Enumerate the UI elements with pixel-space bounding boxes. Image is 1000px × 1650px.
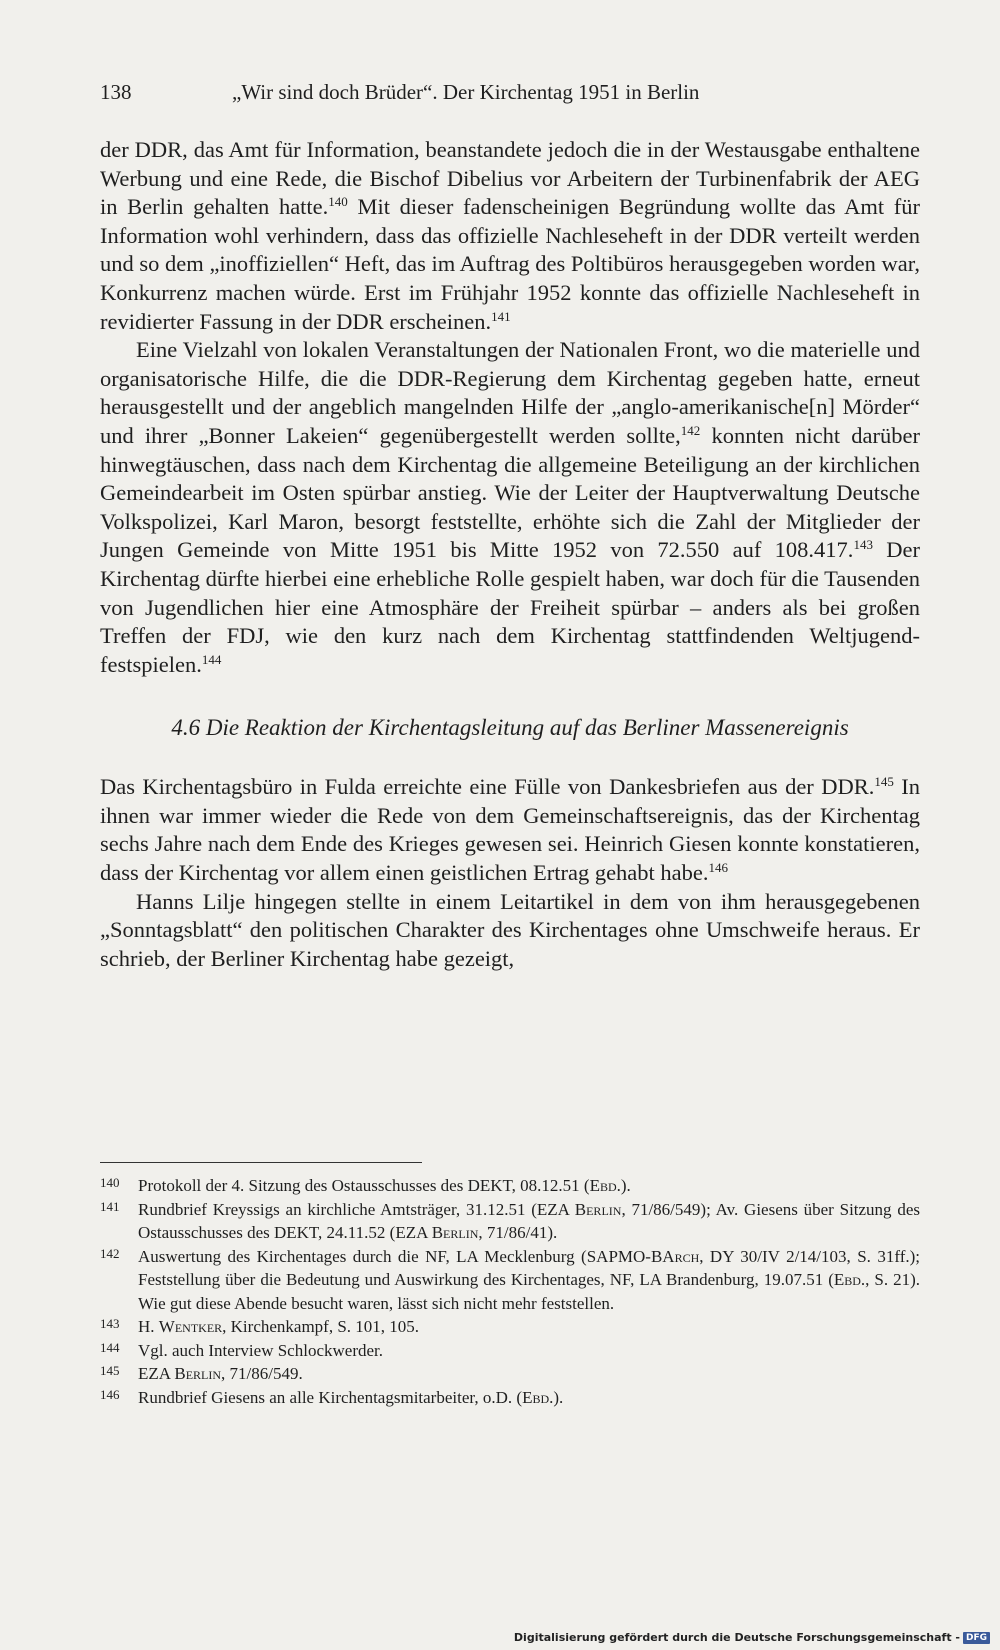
footnote-ref: 145 xyxy=(874,774,894,790)
footnote-ref: 140 xyxy=(328,194,348,210)
text-run: , DY 30/IV 2/14/103, S. 31ff.); Feststellung über die Bedeutung und Auswirkung des Kirchentages, NF, LA Brandenburg, 19.07.51 ( xyxy=(138,1246,920,1289)
small-caps-text: Ebd. xyxy=(522,1387,554,1407)
paragraph xyxy=(100,136,920,336)
text-run: Rundbrief Giesens an alle Kirchentagsmitarbeiter, o.D. ( xyxy=(138,1387,523,1407)
text-run: Hanns Lilje hingegen stellte in einem Leitartikel in dem von ihm herausgegebenen „Sonntagsblatt“ den politischen Charakter des Kirchentages ohne Umschweife heraus. Er schrieb, der Berliner Kirchentag habe gezeigt, xyxy=(100,888,920,971)
paragraph xyxy=(100,888,920,974)
text-run: Der Kirchentag dürfte hierbei eine erhebliche Rolle gespielt haben, war doch für die Tausenden von Jugendlichen hier eine Atmosphäre der Freiheit spürbar – anders als bei großen Treffen der FDJ, wie den kurz nach dem Kirchentag stattfindenden Weltjugendfestspielen. xyxy=(100,537,920,677)
small-caps-text: Wentker xyxy=(158,1317,223,1336)
small-caps-text: Ebd. xyxy=(833,1270,866,1289)
text-run: Auswertung des Kirchentages durch die NF, LA Mecklenburg (SAPMO-B xyxy=(138,1246,663,1266)
small-caps-text: Berlin xyxy=(574,1199,622,1219)
text-run: , Kirchenkampf, S. 101, 105. xyxy=(222,1317,420,1336)
text-run: , 71/86/41). xyxy=(478,1223,558,1242)
footnote xyxy=(100,1362,920,1386)
paragraph xyxy=(100,336,920,679)
footnote-ref: 146 xyxy=(708,860,729,876)
running-title: „Wir sind doch Brüder“. Der Kirchentag 1951 in Berlin xyxy=(232,80,700,104)
footnote-number: 143 xyxy=(100,1316,120,1331)
footnote xyxy=(100,1198,920,1245)
text-run: EZA xyxy=(138,1364,175,1383)
footnote xyxy=(100,1315,920,1339)
digitization-credit xyxy=(514,1631,990,1644)
text-run: Eine Vielzahl von lokalen Veranstaltungen der Nationalen Front, wo die materielle und organisatorische Hilfe, die die DDR-Regierung dem Kirchentag gegeben hatte, erneut herausgestellt und der angeblich mangelnden Hilfe der „anglo-amerikanische[n] Mörder“ und ihrer „Bonner Lakeien“ gegenübergestellt werden sollte, xyxy=(100,337,920,448)
body-text xyxy=(100,136,920,973)
paragraph xyxy=(100,773,920,887)
footnote-ref: 143 xyxy=(853,537,873,553)
footnote xyxy=(100,1174,920,1198)
footnote-number: 144 xyxy=(100,1339,120,1355)
footnote-number: 145 xyxy=(100,1363,120,1378)
text-run: Vgl. auch Interview Schlockwerder. xyxy=(138,1340,383,1360)
paragraphs-before-heading xyxy=(100,136,920,679)
footnote xyxy=(100,1245,920,1316)
footnote-number: 142 xyxy=(100,1245,120,1261)
text-run: In ihnen war immer wieder die Rede von dem Gemeinschaftsereignis, das der Kirchentag sechs Jahre nach dem Ende des Krieges gewesen sei. Heinrich Giesen konnte konstatieren, dass der Kirchentag vor allem einen geistlichen Ertrag gehabt habe. xyxy=(100,774,920,886)
footnote-ref: 141 xyxy=(491,308,511,324)
credit-text: Digitalisierung gefördert durch die Deutsche Forschungsgemeinschaft - xyxy=(513,1631,960,1644)
text-run: Mit dieser fadenscheinigen Begründung wollte das Amt für Information wohl verhindern, dass das offizielle Nachleseheft in der DDR verteilt werden und so dem „inoffiziellen“ Heft, das im Auftrag des Poltibüros herausgegeben worden war, Konkurrenz machen würde. Erst im Frühjahr 1952 konnte das offizielle Nachleseheft in revidierter Fassung in der DDR erscheinen. xyxy=(100,194,920,334)
text-run: konnten nicht darüber hinwegtäuschen, dass nach dem Kirchentag die allgemeine Beteiligung an der kirchlichen Gemeindearbeit im Osten spürbar anstieg. Wie der Leiter der Hauptverwaltung Deutsche Volkspolizei, Karl Maron, besorgt feststellte, erhöhte sich die Zahl der Mitglieder der Jungen Gemeinde von Mitte 1951 bis Mitte 1952 von 72.550 auf 108.417. xyxy=(100,422,920,563)
text-run: , 71/86/549); Av. Giesens über Sitzung des Ostausschusses des DEKT, 24.11.52 (EZA xyxy=(138,1199,920,1242)
text-run: , S. 21). Wie gut diese Abende besucht waren, lässt sich nicht mehr feststellen. xyxy=(138,1270,920,1313)
text-run: Rundbrief Kreyssigs an kirchliche Amtsträger, 31.12.51 (EZA xyxy=(138,1199,575,1219)
paragraphs-after-heading xyxy=(100,773,920,973)
text-run: , 71/86/549. xyxy=(221,1364,303,1383)
text-run: ). xyxy=(620,1176,631,1195)
small-caps-text: Ebd. xyxy=(589,1176,621,1195)
text-run: ). xyxy=(553,1387,564,1407)
footnote-number: 146 xyxy=(100,1386,120,1402)
small-caps-text: Berlin xyxy=(431,1223,479,1242)
footnote-ref: 142 xyxy=(680,422,701,438)
page-number: 138 xyxy=(100,80,132,104)
footnote-number: 141 xyxy=(100,1198,120,1214)
section-heading: 4.6 Die Reaktion der Kirchentagsleitung auf das Berliner Massenereignis xyxy=(171,715,849,741)
footnote-ref: 144 xyxy=(201,651,222,667)
text-run: Das Kirchentagsbüro in Fulda erreichte eine Fülle von Dankesbriefen aus der DDR. xyxy=(100,774,875,800)
footnote xyxy=(100,1386,920,1410)
footnote-separator xyxy=(100,1162,422,1163)
text-run: H. xyxy=(138,1317,159,1336)
footnote-number: 140 xyxy=(100,1175,120,1190)
dfg-logo: DFG xyxy=(963,1632,990,1644)
footnotes xyxy=(100,1174,920,1409)
text-run: der DDR, das Amt für Information, beanstandete jedoch die in der Westausgabe enthaltene Werbung und eine Rede, die Bischof Dibelius vor Arbeitern der Turbinenfabrik der AEG in Berlin gehalten hatte. xyxy=(100,137,920,220)
footnote xyxy=(100,1339,920,1363)
text-run: Protokoll der 4. Sitzung des Ostausschusses des DEKT, 08.12.51 ( xyxy=(138,1176,590,1195)
small-caps-text: Arch xyxy=(662,1246,700,1266)
small-caps-text: Berlin xyxy=(174,1364,222,1383)
